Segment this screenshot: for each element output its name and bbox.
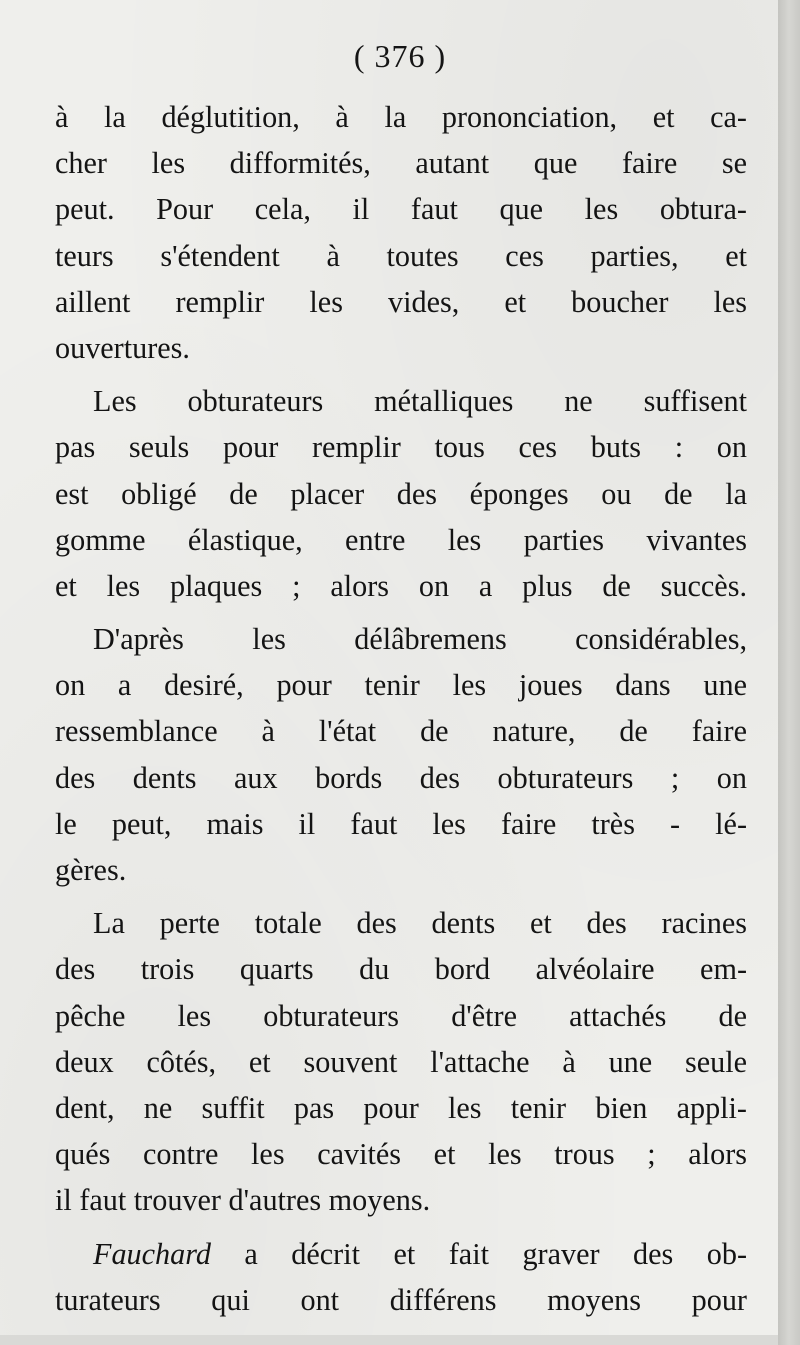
text-line: aillent remplir les vides, et boucher les [55, 284, 747, 319]
text-line: et les plaques ; alors on a plus de succès. [55, 568, 747, 603]
page-edge [778, 0, 800, 1345]
body-text [55, 94, 747, 1323]
text-line: le peut, mais il faut les faire très - lé- [55, 806, 747, 841]
text-line: D'après les délâbremens considérables, [93, 622, 747, 657]
text-line: gères. [55, 853, 127, 887]
text-line: deux côtés, et souvent l'attache à une seule [55, 1044, 747, 1079]
text-line: La perte totale des dents et des racines [93, 906, 747, 941]
page-number: ( 376 ) [353, 38, 447, 74]
text-line: Les obturateurs métalliques ne suffisent [93, 384, 747, 419]
author-name: Fauchard [93, 1236, 211, 1271]
text-line: peut. Pour cela, il faut que les obtura- [55, 192, 747, 227]
text-line: teurs s'étendent à toutes ces parties, et [55, 238, 747, 273]
text-line: ressemblance à l'état de nature, de faire [55, 714, 747, 749]
text-line: pas seuls pour remplir tous ces buts : on [55, 430, 747, 465]
text-line: cher les difformités, autant que faire se [55, 146, 747, 181]
text-fragment: a décrit et fait graver des ob- [210, 1236, 747, 1271]
text-line: gomme élastique, entre les parties vivantes [55, 522, 747, 557]
text-line: dent, ne suffit pas pour les tenir bien appli- [55, 1090, 747, 1125]
text-line: pêche les obturateurs d'être attachés de [55, 998, 747, 1033]
text-line: il faut trouver d'autres moyens. [55, 1183, 431, 1218]
text-line: à la déglutition, à la prononciation, et ca- [55, 100, 747, 134]
text-line: des dents aux bords des obturateurs ; on [55, 760, 747, 795]
text-line: des trois quarts du bord alvéolaire em- [55, 952, 747, 987]
text-line: ouvertures. [55, 330, 190, 365]
text-line: qués contre les cavités et les trous ; alors [55, 1137, 747, 1172]
text-line [55, 1231, 747, 1277]
text-line: on a desiré, pour tenir les joues dans une [55, 668, 747, 703]
text-line: turateurs qui ont différens moyens pour [55, 1282, 747, 1317]
text-line: est obligé de placer des éponges ou de la [55, 476, 747, 511]
